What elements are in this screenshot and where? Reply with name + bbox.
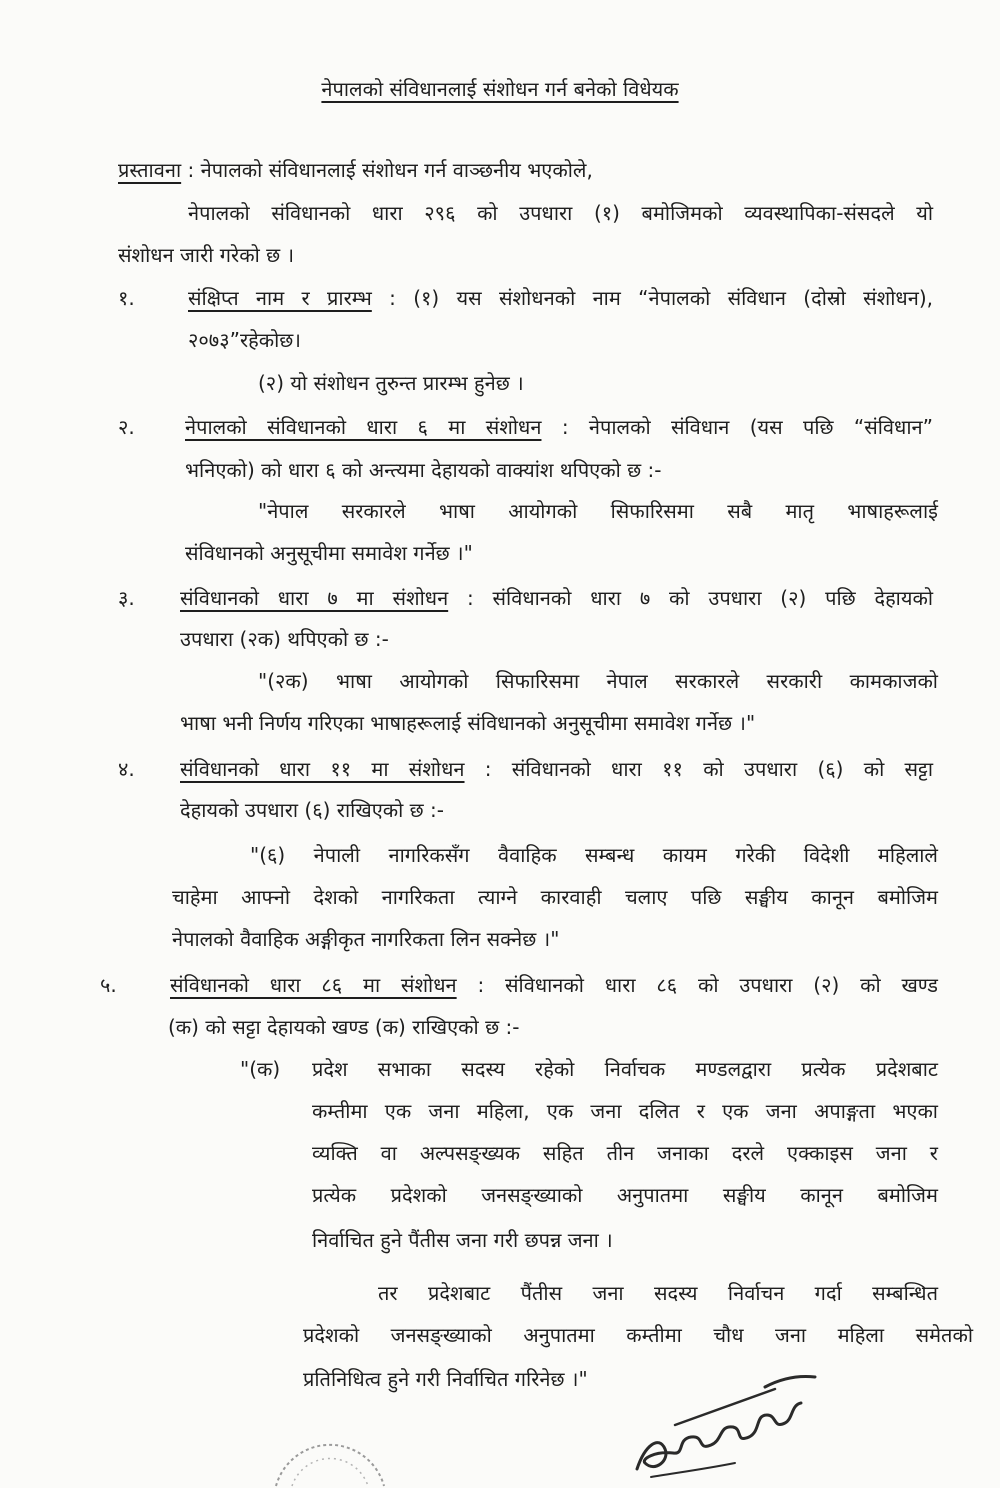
preamble-text: : नेपालको संविधानलाई संशोधन गर्न वाञ्छनीय भएकोले, [187, 158, 593, 182]
preamble-line-1 [118, 155, 593, 185]
section-2-line-1 [185, 412, 933, 442]
preamble-label: प्रस्तावना [118, 158, 182, 182]
section-1-line-3: (२) यो संशोधन तुरुन्त प्रारम्भ हुनेछ । [258, 371, 524, 395]
section-5-quote-5: निर्वाचित हुने पैंतीस जना गरी छपन्न जना । [312, 1228, 613, 1252]
section-text: : (१) यस संशोधनको नाम “नेपालको संविधान (दोस्रो संशोधन), [389, 286, 933, 310]
section-4-quote-1: "(६) नेपाली नागरिकसँग वैवाहिक सम्बन्ध कायम गरेकी विदेशी महिलाले [250, 843, 938, 867]
section-5-line-1 [170, 970, 938, 1000]
section-heading: संविधानको धारा ११ मा संशोधन [180, 757, 465, 781]
section-1-line-1 [188, 283, 933, 313]
section-2-line-2: भनिएको) को धारा ६ को अन्त्यमा देहायको वाक्यांश थपिएको छ :- [185, 458, 662, 482]
section-4-line-2: देहायको उपधारा (६) राखिएको छ :- [180, 798, 444, 822]
section-3-quote-1: "(२क) भाषा आयोगको सिफारिसमा नेपाल सरकारले सरकारी कामकाजको [258, 669, 938, 693]
section-heading: संविधानको धारा ७ मा संशोधन [180, 586, 449, 610]
section-5-line-2: (क) को सट्टा देहायको खण्ड (क) राखिएको छ :- [168, 1015, 520, 1039]
section-5-proviso-2: प्रदेशको जनसङ्ख्याको अनुपातमा कम्तीमा चौध जना महिला समेतको [303, 1323, 973, 1347]
preamble-line-2: नेपालको संविधानको धारा २९६ को उपधारा (१) बमोजिमको व्यवस्थापिका-संसदले यो [188, 201, 933, 225]
section-text: : संविधानको धारा ७ को उपधारा (२) पछि देहायको [466, 586, 934, 610]
section-4-quote-2: चाहेमा आफ्नो देशको नागरिकता त्याग्ने कारवाही चलाए पछि सङ्घीय कानून बमोजिम [172, 885, 938, 909]
section-number: ४. [118, 757, 135, 781]
section-2-quote-2: संविधानको अनुसूचीमा समावेश गर्नेछ ।" [185, 541, 473, 565]
section-5-proviso-1: तर प्रदेशबाट पैंतीस जना सदस्य निर्वाचन गर्दा सम्बन्धित [378, 1281, 938, 1305]
seal-stamp [270, 1418, 390, 1488]
section-number: २. [118, 415, 135, 439]
section-heading: संक्षिप्त नाम र प्रारम्भ [188, 286, 372, 310]
section-5-quote-2: कम्तीमा एक जना महिला, एक जना दलित र एक जना अपाङ्गता भएका [312, 1099, 938, 1123]
section-heading: नेपालको संविधानको धारा ६ मा संशोधन [185, 415, 542, 439]
section-4-line-1 [180, 754, 933, 784]
section-text: : संविधानको धारा ८६ को उपधारा (२) को खण्ड [477, 973, 939, 997]
section-number: १. [118, 286, 135, 310]
section-text: : नेपालको संविधान (यस पछि “संविधान” [561, 415, 933, 439]
section-text: : संविधानको धारा ११ को उपधारा (६) को सट्टा [484, 757, 934, 781]
section-3-line-1 [180, 583, 933, 613]
signature [615, 1365, 825, 1480]
section-5-quote-4: प्रत्येक प्रदेशको जनसङ्ख्याको अनुपातमा सङ्घीय कानून बमोजिम [312, 1183, 938, 1207]
section-number: ५. [100, 973, 117, 997]
section-1-line-2: २०७३”रहेकोछ। [188, 328, 301, 352]
section-5-quote-label: "(क) [240, 1057, 281, 1081]
section-heading: संविधानको धारा ८६ मा संशोधन [170, 973, 457, 997]
section-number: ३. [118, 586, 135, 610]
section-5-proviso-3: प्रतिनिधित्व हुने गरी निर्वाचित गरिनेछ ।" [303, 1367, 588, 1391]
section-5-quote-1: प्रदेश सभाका सदस्य रहेको निर्वाचक मण्डलद्वारा प्रत्येक प्रदेशबाट [312, 1057, 938, 1081]
section-4-quote-3: नेपालको वैवाहिक अङ्गीकृत नागरिकता लिन सक्नेछ ।" [172, 927, 560, 951]
section-3-quote-2: भाषा भनी निर्णय गरिएका भाषाहरूलाई संविधानको अनुसूचीमा समावेश गर्नेछ ।" [180, 711, 756, 735]
page-title: नेपालको संविधानलाई संशोधन गर्न बनेको विधेयक [321, 77, 679, 101]
section-5-quote-3: व्यक्ति वा अल्पसङ्ख्यक सहित तीन जनाका दरले एक्काइस जना र [312, 1141, 938, 1165]
section-3-line-2: उपधारा (२क) थपिएको छ :- [180, 627, 389, 651]
section-2-quote-1: "नेपाल सरकारले भाषा आयोगको सिफारिसमा सबै मातृ भाषाहरूलाई [258, 499, 938, 523]
preamble-line-3: संशोधन जारी गरेको छ । [118, 243, 295, 267]
